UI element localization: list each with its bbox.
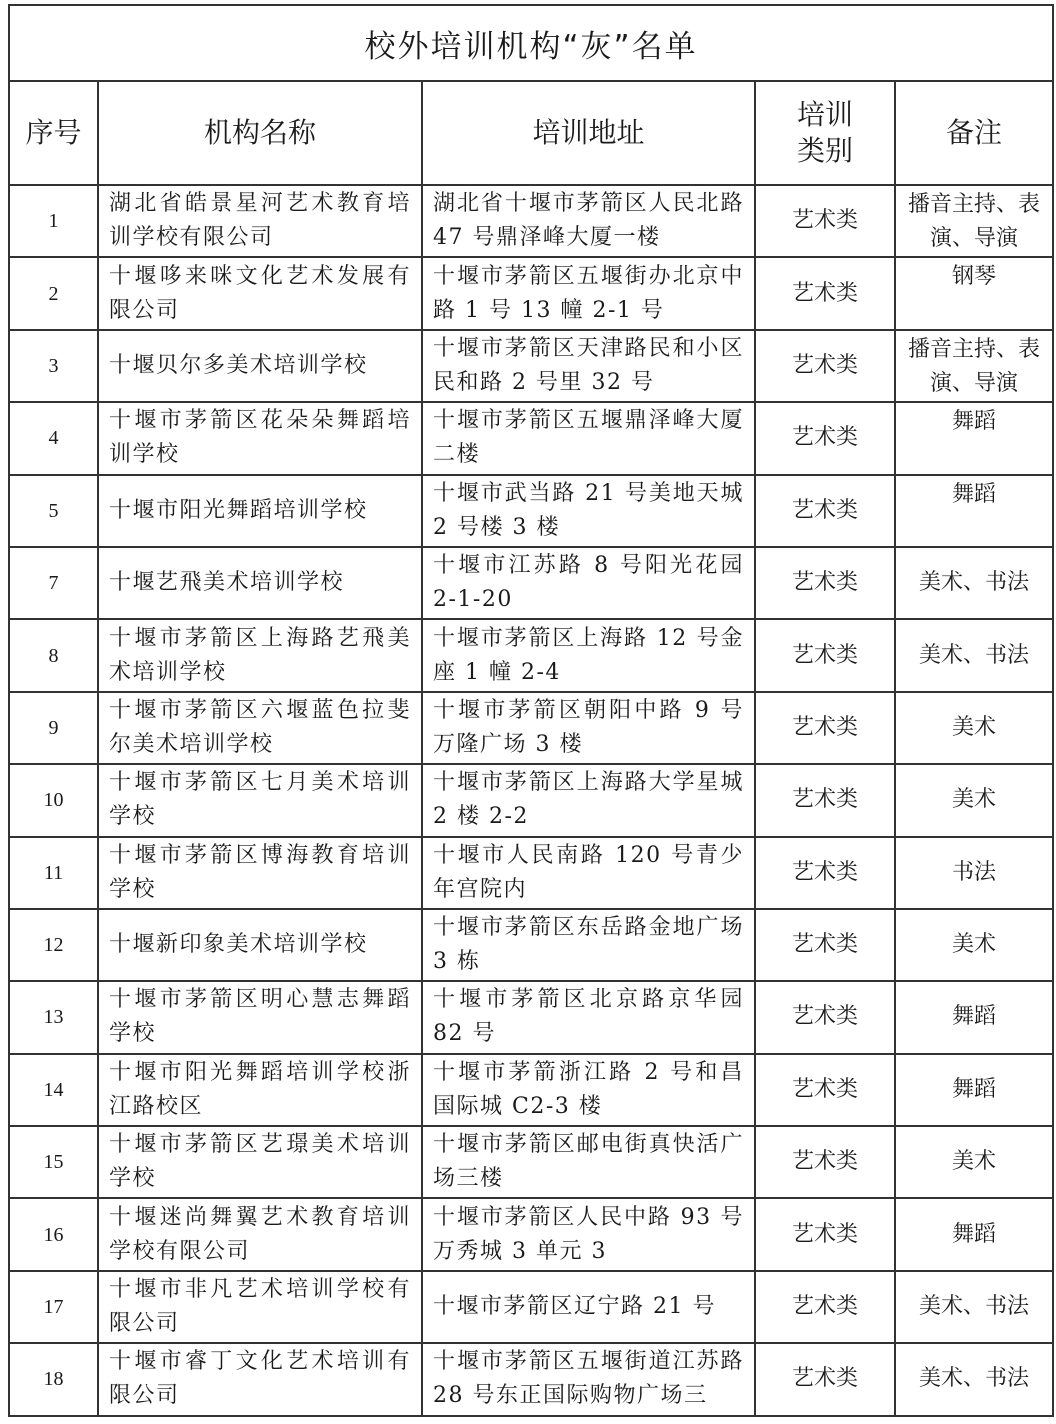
table-row — [9, 257, 1053, 329]
row-note: 播音主持、表演、导演 — [895, 185, 1053, 257]
row-category: 艺术类 — [755, 1271, 895, 1343]
row-note: 美术、书法 — [895, 619, 1053, 691]
row-note: 舞蹈 — [895, 1198, 1053, 1270]
row-institution-name: 十堰市阳光舞蹈培训学校浙江路校区 — [98, 1054, 422, 1126]
row-index: 15 — [9, 1126, 98, 1198]
row-note: 播音主持、表演、导演 — [895, 330, 1053, 402]
table-row — [9, 1198, 1053, 1270]
row-institution-name: 十堰贝尔多美术培训学校 — [98, 330, 422, 402]
row-address: 湖北省十堰市茅箭区人民北路 47 号鼎泽峰大厦一楼 — [422, 185, 755, 257]
row-category: 艺术类 — [755, 330, 895, 402]
row-note: 美术、书法 — [895, 1271, 1053, 1343]
row-note: 美术 — [895, 764, 1053, 836]
table-row — [9, 1054, 1053, 1126]
row-note: 美术、书法 — [895, 547, 1053, 619]
row-category: 艺术类 — [755, 1054, 895, 1126]
row-index: 2 — [9, 257, 98, 329]
row-address: 十堰市茅箭区五堰街道江苏路 28 号东正国际购物广场三 — [422, 1343, 755, 1415]
row-index: 3 — [9, 330, 98, 402]
row-index: 16 — [9, 1198, 98, 1270]
row-category: 艺术类 — [755, 257, 895, 329]
table-row — [9, 402, 1053, 474]
row-note: 美术 — [895, 1126, 1053, 1198]
row-address: 十堰市茅箭区五堰街办北京中路 1 号 13 幢 2-1 号 — [422, 257, 755, 329]
row-index: 13 — [9, 981, 98, 1053]
row-institution-name: 十堰迷尚舞翼艺术教育培训学校有限公司 — [98, 1198, 422, 1270]
table-row — [9, 909, 1053, 981]
row-note: 钢琴 — [895, 257, 1053, 329]
row-index: 10 — [9, 764, 98, 836]
row-address: 十堰市茅箭区上海路大学星城 2 楼 2-2 — [422, 764, 755, 836]
row-index: 5 — [9, 475, 98, 547]
header-category-label: 培训类别 — [796, 97, 853, 167]
table-title: 校外培训机构“灰”名单 — [9, 5, 1053, 81]
row-institution-name: 十堰新印象美术培训学校 — [98, 909, 422, 981]
row-institution-name: 十堰哆来咪文化艺术发展有限公司 — [98, 257, 422, 329]
row-index: 8 — [9, 619, 98, 691]
row-category: 艺术类 — [755, 402, 895, 474]
header-address: 培训地址 — [422, 81, 755, 185]
row-note: 舞蹈 — [895, 402, 1053, 474]
row-note: 舞蹈 — [895, 1054, 1053, 1126]
row-address: 十堰市茅箭区五堰鼎泽峰大厦二楼 — [422, 402, 755, 474]
row-index: 17 — [9, 1271, 98, 1343]
row-address: 十堰市茅箭区辽宁路 21 号 — [422, 1271, 755, 1343]
table-row — [9, 330, 1053, 402]
row-note: 舞蹈 — [895, 475, 1053, 547]
table-row — [9, 475, 1053, 547]
table-row — [9, 619, 1053, 691]
row-index: 1 — [9, 185, 98, 257]
row-index: 7 — [9, 547, 98, 619]
row-address: 十堰市武当路 21 号美地天城 2 号楼 3 楼 — [422, 475, 755, 547]
row-category: 艺术类 — [755, 619, 895, 691]
header-note: 备注 — [895, 81, 1053, 185]
row-institution-name: 十堰市茅箭区七月美术培训学校 — [98, 764, 422, 836]
row-institution-name: 十堰市茅箭区上海路艺飛美术培训学校 — [98, 619, 422, 691]
row-index: 18 — [9, 1343, 98, 1415]
row-address: 十堰市茅箭区邮电街真快活广场三楼 — [422, 1126, 755, 1198]
row-institution-name: 十堰市睿丁文化艺术培训有限公司 — [98, 1343, 422, 1415]
row-address: 十堰市茅箭区人民中路 93 号万秀城 3 单元 3 — [422, 1198, 755, 1270]
row-note: 美术 — [895, 692, 1053, 764]
row-category: 艺术类 — [755, 837, 895, 909]
row-address: 十堰市茅箭区北京路京华园 82 号 — [422, 981, 755, 1053]
table-row — [9, 1126, 1053, 1198]
row-index: 12 — [9, 909, 98, 981]
row-index: 14 — [9, 1054, 98, 1126]
header-name: 机构名称 — [98, 81, 422, 185]
table-row — [9, 837, 1053, 909]
row-note: 书法 — [895, 837, 1053, 909]
table-row — [9, 981, 1053, 1053]
row-institution-name: 十堰市非凡艺术培训学校有限公司 — [98, 1271, 422, 1343]
row-institution-name: 十堰市阳光舞蹈培训学校 — [98, 475, 422, 547]
row-institution-name: 十堰市茅箭区艺璟美术培训学校 — [98, 1126, 422, 1198]
row-category: 艺术类 — [755, 475, 895, 547]
table-row — [9, 185, 1053, 257]
header-category — [755, 81, 895, 185]
row-note: 美术 — [895, 909, 1053, 981]
row-index: 9 — [9, 692, 98, 764]
table-row — [9, 764, 1053, 836]
row-address: 十堰市茅箭区朝阳中路 9 号万隆广场 3 楼 — [422, 692, 755, 764]
row-address: 十堰市江苏路 8 号阳光花园 2-1-20 — [422, 547, 755, 619]
row-address: 十堰市茅箭区上海路 12 号金座 1 幢 2-4 — [422, 619, 755, 691]
row-address: 十堰市茅箭浙江路 2 号和昌国际城 C2-3 楼 — [422, 1054, 755, 1126]
table-row — [9, 547, 1053, 619]
row-category: 艺术类 — [755, 692, 895, 764]
row-institution-name: 十堰市茅箭区花朵朵舞蹈培训学校 — [98, 402, 422, 474]
row-institution-name: 湖北省皓景星河艺术教育培训学校有限公司 — [98, 185, 422, 257]
row-address: 十堰市人民南路 120 号青少年宫院内 — [422, 837, 755, 909]
table-body — [9, 185, 1053, 1416]
row-institution-name: 十堰市茅箭区博海教育培训学校 — [98, 837, 422, 909]
row-category: 艺术类 — [755, 764, 895, 836]
row-note: 美术、书法 — [895, 1343, 1053, 1415]
row-category: 艺术类 — [755, 547, 895, 619]
row-institution-name: 十堰市茅箭区六堰蓝色拉斐尔美术培训学校 — [98, 692, 422, 764]
row-category: 艺术类 — [755, 185, 895, 257]
table-row — [9, 1271, 1053, 1343]
row-index: 4 — [9, 402, 98, 474]
row-category: 艺术类 — [755, 909, 895, 981]
header-index: 序号 — [9, 81, 98, 185]
row-category: 艺术类 — [755, 1343, 895, 1415]
row-address: 十堰市茅箭区天津路民和小区民和路 2 号里 32 号 — [422, 330, 755, 402]
row-category: 艺术类 — [755, 1198, 895, 1270]
gray-list-table — [8, 4, 1054, 1417]
row-note: 舞蹈 — [895, 981, 1053, 1053]
row-address: 十堰市茅箭区东岳路金地广场 3 栋 — [422, 909, 755, 981]
table-row — [9, 692, 1053, 764]
row-category: 艺术类 — [755, 1126, 895, 1198]
row-institution-name: 十堰艺飛美术培训学校 — [98, 547, 422, 619]
header-row — [9, 81, 1053, 185]
row-institution-name: 十堰市茅箭区明心慧志舞蹈学校 — [98, 981, 422, 1053]
table-row — [9, 1343, 1053, 1415]
row-index: 11 — [9, 837, 98, 909]
row-category: 艺术类 — [755, 981, 895, 1053]
